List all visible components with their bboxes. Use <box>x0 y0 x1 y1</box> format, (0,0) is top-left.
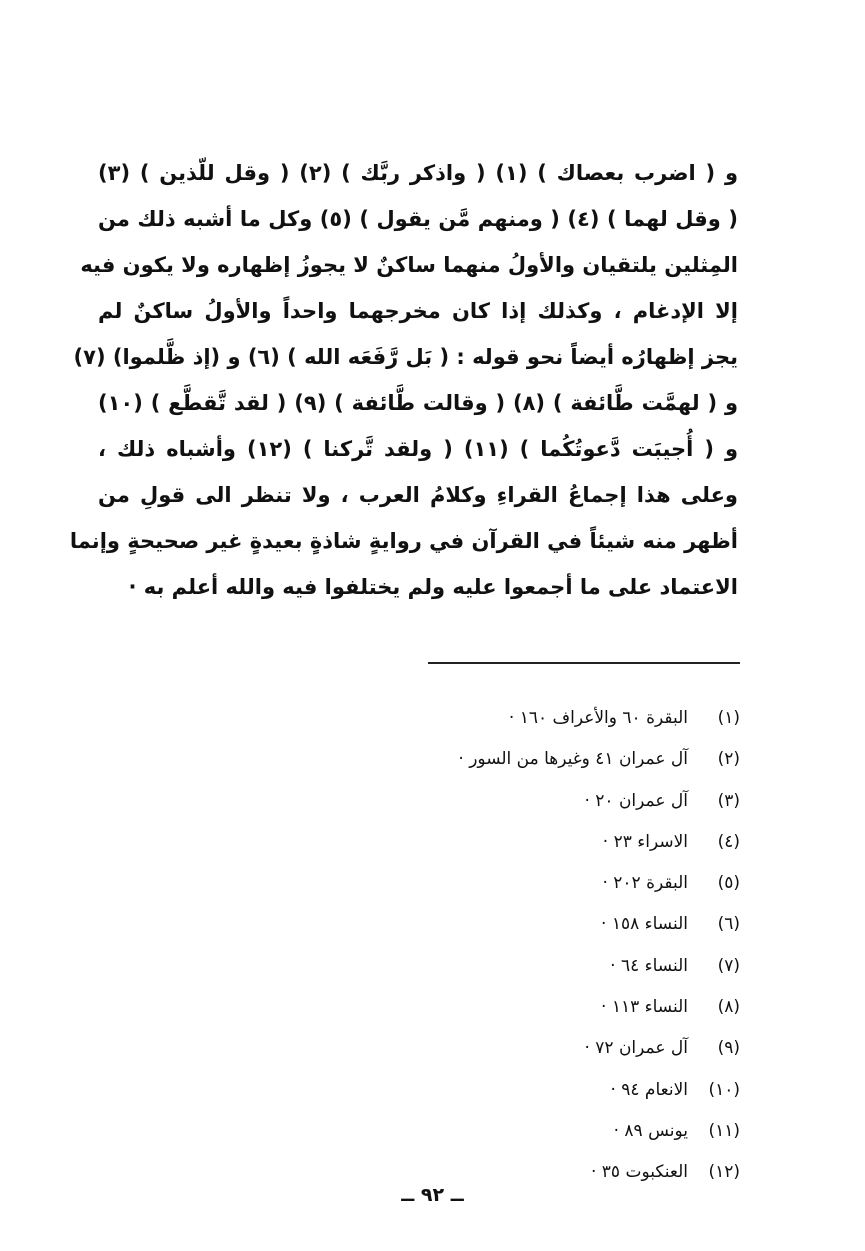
text-line: الاعتماد على ما أجمعوا عليه ولم يختلفوا فيه والله أعلم به · <box>128 575 738 599</box>
footnote-text: الانعام ٩٤ · <box>610 1079 688 1100</box>
footnote-number: (٩) <box>717 1038 740 1059</box>
footnote-text: النساء ١١٣ · <box>601 997 688 1018</box>
text-line: المِثلين يلتقيان والأولُ منهما ساكنٌ لا يجوزُ إظهاره ولا يكون فيه <box>80 253 738 277</box>
footnote-text: الاسراء ٢٣ · <box>602 831 688 852</box>
text-line: و ( لهمَّت طَّائفة ) (٨) ( وقالت طَّائفة ) (٩) ( لقد تَّقطَّع ) (١٠) <box>98 391 738 415</box>
footnote-number: (١) <box>717 708 740 728</box>
text-line: يجز إظهارُه أيضاً نحو قوله : ( بَل رَّفَعَه الله ) (٦) و (إذ ظَّلموا) (٧) <box>73 345 738 369</box>
text-line: و ( اضرب بعصاك ) (١) ( واذكر ربَّك ) (٢) ( وقل للّذين ) (٣) <box>98 161 739 185</box>
footnote-number: (٧) <box>717 955 740 976</box>
footnote-number: (٣) <box>717 790 740 811</box>
footnote-text: يونس ٨٩ · <box>613 1120 688 1141</box>
footnote-number: (٦) <box>717 914 740 935</box>
text-line: إلا الإدغام ، وكذلك إذا كان مخرجهما واحداً والأولُ ساكنٌ لم <box>98 299 738 323</box>
footnote-text: آل عمران ٧٢ · <box>584 1038 688 1059</box>
footnote-item <box>380 987 740 1028</box>
footnote-item <box>380 904 740 945</box>
text-line: و ( أُجيبَت دَّعوتُكُما ) (١١) ( ولقد تَّركنا ) (١٢) وأشباه ذلك ، <box>98 437 739 461</box>
footnote-number: (٢) <box>717 749 740 770</box>
footnote-text: العنكبوت ٣٥ · <box>590 1162 688 1183</box>
page-number: ــ ٩٢ ــ <box>401 1184 464 1206</box>
footnote-number: (١٠) <box>708 1079 740 1100</box>
text-line: وعلى هذا إجماعُ القراءِ وكلامُ العرب ، ولا تنظر الى قولِ من <box>98 483 738 507</box>
footnote-text: آل عمران ٤١ وغيرها من السور · <box>458 749 688 770</box>
footnote-text: آل عمران ٢٠ · <box>584 790 688 811</box>
footnote-item <box>380 739 740 780</box>
footnote-number: (١١) <box>708 1120 740 1141</box>
footnote-item <box>380 822 740 863</box>
footnote-item <box>380 1028 740 1069</box>
footnote-number: (٨) <box>717 997 740 1018</box>
footnote-number: (٤) <box>717 831 740 852</box>
footnote-text: البقرة ٦٠ والأعراف ١٦٠ · <box>508 708 688 728</box>
footnote-item <box>380 1070 740 1111</box>
footnote-item <box>380 863 740 904</box>
footnote-item <box>380 781 740 822</box>
footnote-item <box>380 946 740 987</box>
footnote-text: البقرة ٢٠٢ · <box>602 873 688 894</box>
footnote-text: النساء ٦٤ · <box>610 955 688 976</box>
main-text <box>69 150 739 610</box>
footnote-item <box>380 698 740 739</box>
footnote-number: (١٢) <box>708 1162 740 1183</box>
text-line: أظهر منه شيئاً في القرآن في روايةٍ شاذةٍ بعيدةٍ غير صحيحةٍ وإنما <box>69 529 738 553</box>
footnote-text: النساء ١٥٨ · <box>601 914 688 935</box>
footnote-item <box>380 1111 740 1152</box>
footnote-number: (٥) <box>717 873 740 894</box>
footnote-divider <box>428 662 740 664</box>
footnotes-list <box>380 698 740 1194</box>
text-line: ( وقل لهما ) (٤) ( ومنهم مَّن يقول ) (٥) وكل ما أشبه ذلك من <box>98 207 738 231</box>
